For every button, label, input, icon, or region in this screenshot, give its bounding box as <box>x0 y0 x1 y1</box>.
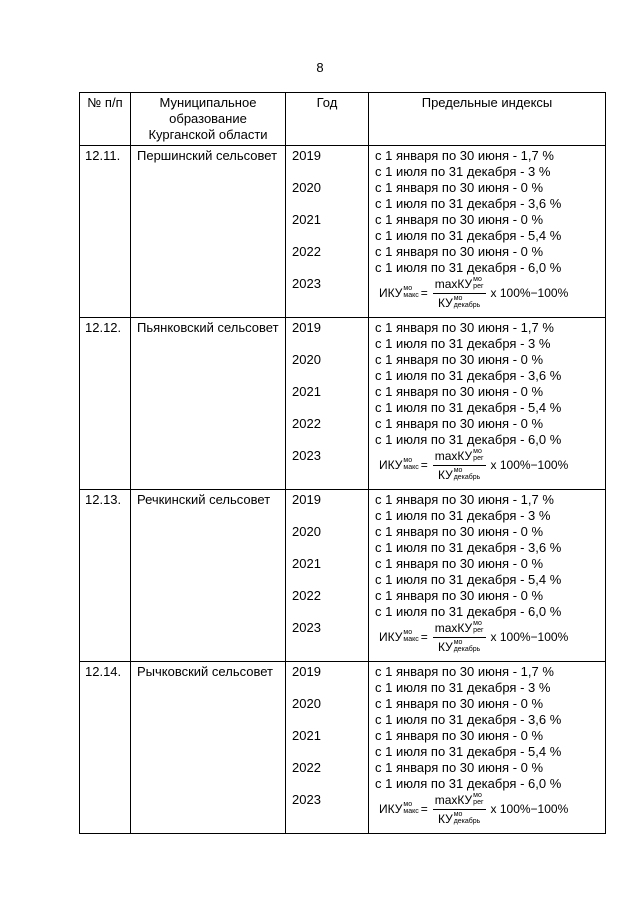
index-line: с 1 июля по 31 декабря - 3 % <box>375 508 551 523</box>
formula-equals: = <box>420 286 428 300</box>
formula-num-symbol: maxКУ <box>434 276 473 291</box>
formula-lhs-sub: макс <box>403 636 419 643</box>
formula-den-scripts <box>454 467 481 481</box>
header-num: № п/п <box>80 93 131 146</box>
formula-num-sup: мо <box>473 275 482 283</box>
formula-lhs-symbol: ИКУ <box>379 630 403 644</box>
year: 2022 <box>292 416 321 431</box>
year: 2020 <box>292 180 321 195</box>
year: 2023 <box>292 792 321 807</box>
formula-den-symbol: КУ <box>437 811 453 826</box>
year: 2023 <box>292 276 321 291</box>
formula-num-scripts <box>473 620 483 634</box>
index-line: с 1 января по 30 июня - 0 % <box>375 244 544 259</box>
formula-num-symbol: maxКУ <box>434 620 473 635</box>
formula-den-sub: декабрь <box>453 817 481 825</box>
index-line: с 1 января по 30 июня - 0 % <box>375 556 544 571</box>
municipality-name: Речкинский сельсовет <box>131 490 286 662</box>
formula-num-symbol: maxКУ <box>434 448 473 463</box>
year: 2023 <box>292 448 321 463</box>
index-line: с 1 января по 30 июня - 1,7 % <box>375 320 554 335</box>
formula-num-symbol: maxКУ <box>434 792 473 807</box>
formula-fraction <box>433 276 486 311</box>
formula-den-sub: декабрь <box>453 473 481 481</box>
header-year: Год <box>286 93 369 146</box>
year: 2021 <box>292 212 321 227</box>
formula-lhs-sub: макс <box>403 808 419 815</box>
index-line: с 1 июля по 31 декабря - 3,6 % <box>375 368 562 383</box>
table-row <box>80 318 606 490</box>
year: 2019 <box>292 148 321 163</box>
row-number: 12.12. <box>80 318 131 490</box>
formula-num-sub: рег <box>473 626 484 634</box>
year: 2021 <box>292 384 321 399</box>
index-line: с 1 января по 30 июня - 1,7 % <box>375 664 554 679</box>
formula-denominator <box>436 466 482 483</box>
index-line: с 1 июля по 31 декабря - 6,0 % <box>375 604 562 619</box>
formula-num-sup: мо <box>473 791 482 799</box>
indices-cell <box>369 146 606 318</box>
index-line: с 1 июля по 31 декабря - 3 % <box>375 164 551 179</box>
header-municipality: Муниципальное образование Курганской области <box>131 93 286 146</box>
index-formula <box>379 620 599 654</box>
index-line: с 1 июля по 31 декабря - 6,0 % <box>375 260 562 275</box>
formula-lhs-sup: мо <box>403 801 413 808</box>
year: 2019 <box>292 664 321 679</box>
formula-rest: х 100%−100% <box>490 802 569 816</box>
formula-fraction <box>433 792 486 827</box>
index-line: с 1 июля по 31 декабря - 3 % <box>375 680 551 695</box>
index-formula <box>379 792 599 826</box>
formula-den-symbol: КУ <box>437 639 453 654</box>
formula-lhs <box>379 285 419 301</box>
formula-den-scripts <box>454 295 481 309</box>
formula-den-sub: декабрь <box>453 301 481 309</box>
formula-denominator <box>436 638 482 655</box>
formula-rest: х 100%−100% <box>490 458 569 472</box>
formula-den-sup: мо <box>453 294 463 302</box>
years-cell <box>286 662 369 834</box>
index-line: с 1 июля по 31 декабря - 5,4 % <box>375 400 562 415</box>
municipality-name: Рычковский сельсовет <box>131 662 286 834</box>
index-line: с 1 января по 30 июня - 0 % <box>375 588 544 603</box>
formula-den-sub: декабрь <box>453 645 481 653</box>
formula-lhs-scripts <box>403 457 418 471</box>
formula-numerator <box>433 448 486 466</box>
index-line: с 1 января по 30 июня - 0 % <box>375 384 544 399</box>
formula-lhs-sup: мо <box>403 629 413 636</box>
formula-num-scripts <box>473 448 483 462</box>
formula-lhs <box>379 457 419 473</box>
years-cell <box>286 318 369 490</box>
year: 2020 <box>292 696 321 711</box>
year: 2022 <box>292 244 321 259</box>
index-line: с 1 июля по 31 декабря - 5,4 % <box>375 228 562 243</box>
formula-numerator <box>433 792 486 810</box>
formula-num-scripts <box>473 792 483 806</box>
formula-denominator <box>436 294 482 311</box>
year: 2022 <box>292 760 321 775</box>
table-header-row <box>80 93 606 146</box>
formula-rest: х 100%−100% <box>490 286 569 300</box>
formula-lhs-sup: мо <box>403 285 413 292</box>
years-cell <box>286 146 369 318</box>
formula-den-sup: мо <box>453 638 463 646</box>
year: 2020 <box>292 524 321 539</box>
year: 2021 <box>292 728 321 743</box>
index-line: с 1 января по 30 июня - 0 % <box>375 760 544 775</box>
formula-num-sub: рег <box>473 282 484 290</box>
formula-num-sub: рег <box>473 454 484 462</box>
year: 2019 <box>292 320 321 335</box>
formula-lhs-sup: мо <box>403 457 413 464</box>
formula-den-sup: мо <box>453 466 463 474</box>
formula-lhs-symbol: ИКУ <box>379 458 403 472</box>
index-line: с 1 июля по 31 декабря - 3,6 % <box>375 196 562 211</box>
formula-den-symbol: КУ <box>437 467 453 482</box>
indices-cell <box>369 490 606 662</box>
year: 2019 <box>292 492 321 507</box>
formula-lhs-sub: макс <box>403 464 419 471</box>
index-line: с 1 июля по 31 декабря - 5,4 % <box>375 572 562 587</box>
formula-fraction <box>433 620 486 655</box>
index-line: с 1 июля по 31 декабря - 3 % <box>375 336 551 351</box>
formula-den-scripts <box>454 811 481 825</box>
years-cell <box>286 490 369 662</box>
formula-lhs-sub: макс <box>403 292 419 299</box>
table-row <box>80 662 606 834</box>
table-body <box>80 146 606 834</box>
index-line: с 1 июля по 31 декабря - 3,6 % <box>375 540 562 555</box>
row-number: 12.11. <box>80 146 131 318</box>
formula-lhs-scripts <box>403 629 418 643</box>
year: 2022 <box>292 588 321 603</box>
index-line: с 1 января по 30 июня - 0 % <box>375 180 544 195</box>
formula-equals: = <box>420 458 428 472</box>
page-number: 8 <box>316 60 324 75</box>
formula-equals: = <box>420 802 428 816</box>
index-line: с 1 июля по 31 декабря - 6,0 % <box>375 432 562 447</box>
formula-lhs-scripts <box>403 801 418 815</box>
formula-rest: х 100%−100% <box>490 630 569 644</box>
formula-numerator <box>433 276 486 294</box>
index-line: с 1 января по 30 июня - 0 % <box>375 352 544 367</box>
formula-num-sup: мо <box>473 619 482 627</box>
table-row <box>80 490 606 662</box>
municipality-name: Першинский сельсовет <box>131 146 286 318</box>
formula-lhs-symbol: ИКУ <box>379 802 403 816</box>
index-line: с 1 июля по 31 декабря - 6,0 % <box>375 776 562 791</box>
municipality-name: Пьянковский сельсовет <box>131 318 286 490</box>
formula-den-sup: мо <box>453 810 463 818</box>
formula-lhs-scripts <box>403 285 418 299</box>
indices-cell <box>369 318 606 490</box>
formula-numerator <box>433 620 486 638</box>
formula-den-symbol: КУ <box>437 295 453 310</box>
formula-lhs <box>379 629 419 645</box>
index-line: с 1 января по 30 июня - 1,7 % <box>375 492 554 507</box>
formula-lhs-symbol: ИКУ <box>379 286 403 300</box>
year: 2021 <box>292 556 321 571</box>
index-line: с 1 января по 30 июня - 0 % <box>375 696 544 711</box>
header-indices: Предельные индексы <box>369 93 606 146</box>
formula-den-scripts <box>454 639 481 653</box>
formula-num-sub: рег <box>473 798 484 806</box>
row-number: 12.13. <box>80 490 131 662</box>
year: 2023 <box>292 620 321 635</box>
index-line: с 1 января по 30 июня - 0 % <box>375 524 544 539</box>
formula-denominator <box>436 810 482 827</box>
index-line: с 1 июля по 31 декабря - 3,6 % <box>375 712 562 727</box>
index-line: с 1 января по 30 июня - 1,7 % <box>375 148 554 163</box>
index-line: с 1 июля по 31 декабря - 5,4 % <box>375 744 562 759</box>
formula-num-scripts <box>473 276 483 290</box>
formula-equals: = <box>420 630 428 644</box>
formula-num-sup: мо <box>473 447 482 455</box>
index-line: с 1 января по 30 июня - 0 % <box>375 416 544 431</box>
row-number: 12.14. <box>80 662 131 834</box>
table-row <box>80 146 606 318</box>
year: 2020 <box>292 352 321 367</box>
indices-table <box>79 92 606 834</box>
indices-cell <box>369 662 606 834</box>
formula-fraction <box>433 448 486 483</box>
index-formula <box>379 448 599 482</box>
index-line: с 1 января по 30 июня - 0 % <box>375 212 544 227</box>
index-line: с 1 января по 30 июня - 0 % <box>375 728 544 743</box>
formula-lhs <box>379 801 419 817</box>
index-formula <box>379 276 599 310</box>
